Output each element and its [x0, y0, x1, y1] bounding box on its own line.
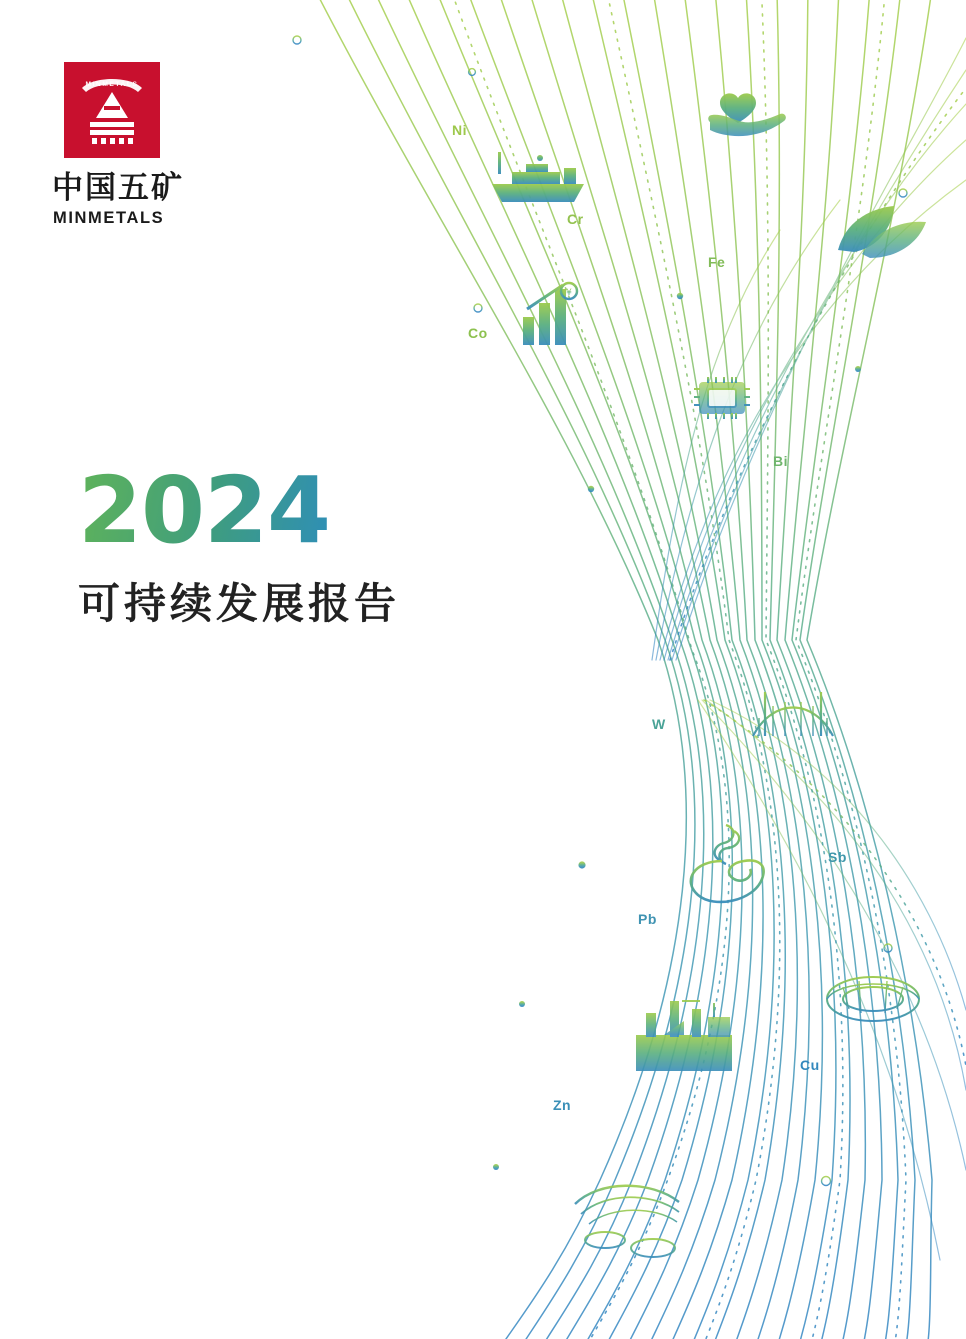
element-label-zn: Zn — [553, 1097, 572, 1113]
cover-title-block — [78, 457, 401, 631]
cover-artwork — [240, 0, 966, 1339]
report-title: 可持续发展报告 — [78, 579, 401, 628]
company-name-cn: 中国五矿 — [52, 170, 184, 206]
element-label-cu: Cu — [800, 1057, 820, 1073]
element-label-bi: Bi — [773, 453, 788, 469]
element-label-fe: Fe — [708, 254, 726, 270]
element-label-cr: Cr — [567, 211, 584, 227]
element-label-co: Co — [468, 325, 488, 341]
report-year: 2024 — [78, 465, 400, 557]
company-logo — [46, 62, 246, 228]
element-label-pb: Pb — [638, 911, 657, 927]
element-label-ni: Ni — [452, 122, 467, 138]
company-name-en: MINMETALS — [53, 208, 165, 227]
element-label-sb: Sb — [828, 849, 847, 865]
svg-text:¥: ¥ — [566, 288, 572, 298]
minmetals-emblem-icon — [64, 62, 160, 158]
emblem-text: MINMETALS — [85, 81, 139, 88]
element-label-w: W — [652, 716, 666, 732]
